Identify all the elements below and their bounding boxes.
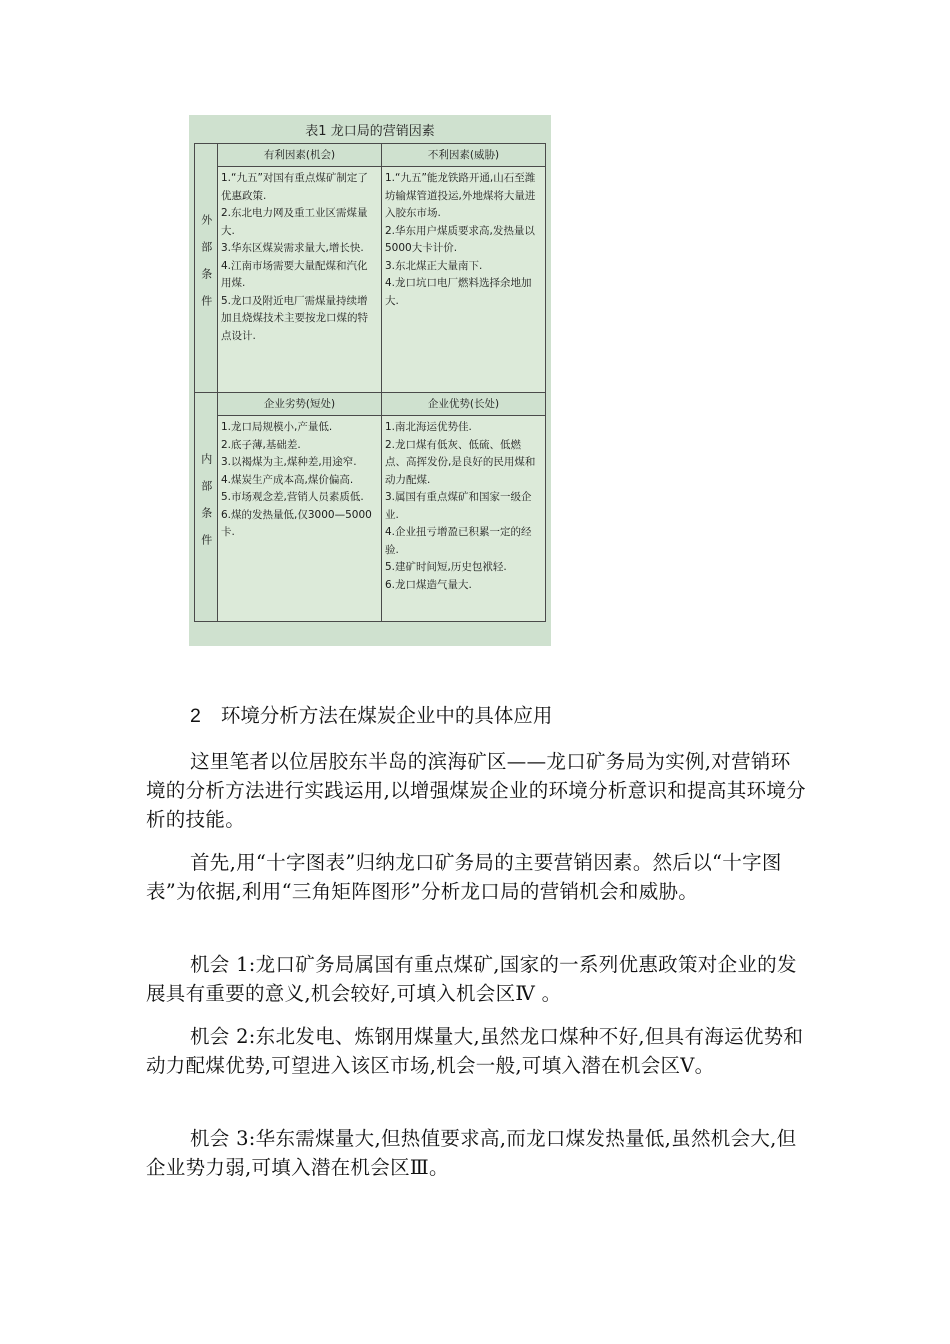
paragraph: 首先,用“十字图表”归纳龙口矿务局的主要营销因素。然后以“十字图表”为依据,利用“三角矩阵图形”分析龙口局的营销机会和威胁。 xyxy=(146,851,782,903)
list-item: 1.南北海运优势佳. xyxy=(385,421,472,433)
marketing-factors-figure xyxy=(189,115,551,646)
list-item: 1.“九五”对国有重点煤矿制定了优惠政策. xyxy=(221,172,368,202)
unfavorable-factors-header: 不利因素(威胁) xyxy=(382,144,546,167)
list-item: 5.龙口及附近电厂需煤量持续增加且烧煤技术主要按龙口煤的特点设计. xyxy=(221,294,368,342)
list-item: 2.龙口煤有低灰、低硫、低燃点、高挥发份,是良好的民用煤和动力配煤. xyxy=(385,438,536,486)
section-number: 2 xyxy=(190,705,201,727)
table-caption: 表1 龙口局的营销因素 xyxy=(305,124,435,139)
opportunities-cell xyxy=(218,167,382,393)
paragraph: 这里笔者以位居胶东半岛的滨海矿区——龙口矿务局为实例,对营销环境的分析方法进行实践运用,以增强煤炭企业的环境分析意识和提高其环境分析的技能。 xyxy=(146,750,806,831)
list-item: 4.龙口坑口电厂燃料选择余地加大. xyxy=(385,277,532,307)
list-item: 3.东北煤正大量南下. xyxy=(385,259,483,272)
list-item: 6.煤的发热量低,仅3000—5000卡. xyxy=(221,508,372,538)
external-content-row xyxy=(195,167,546,393)
paragraph-3-block xyxy=(146,950,810,1008)
list-item: 4.煤炭生产成本高,煤价偏高. xyxy=(221,473,354,486)
list-item: 2.华东用户煤质要求高,发热量以5000大卡计价. xyxy=(385,224,535,254)
list-item: 3.属国有重点煤矿和国家一级企业. xyxy=(385,491,532,521)
paragraph: 机会 1:龙口矿务局属国有重点煤矿,国家的一系列优惠政策对企业的发展具有重要的意义,机会较好,可填入机会区Ⅳ 。 xyxy=(146,953,797,1005)
list-item: 3.以褐煤为主,煤种差,用途窄. xyxy=(221,456,357,468)
list-item: 5.市场观念差,营销人员素质低. xyxy=(221,491,364,503)
section-heading xyxy=(190,701,552,731)
list-item: 1.“九五”能龙铁路开通,山石至潍坊输煤管道投运,外地煤将大量进入胶东市场. xyxy=(385,172,536,219)
list-item: 4.企业扭亏增盈已积累一定的经验. xyxy=(385,526,532,556)
internal-side-label: 内部条件 xyxy=(195,393,218,622)
internal-content-row xyxy=(195,416,546,622)
paragraph-2-block xyxy=(146,848,810,906)
internal-header-row xyxy=(195,393,546,416)
paragraph: 机会 2:东北发电、炼钢用煤量大,虽然龙口煤种不好,但具有海运优势和动力配煤优势,可望进入该区市场,机会一般,可填入潜在机会区Ⅴ。 xyxy=(146,1025,804,1077)
external-side-label: 外部条件 xyxy=(195,144,218,393)
list-item: 1.龙口局规模小,产量低. xyxy=(221,421,333,433)
favorable-factors-header: 有利因素(机会) xyxy=(218,144,382,167)
list-item: 5.建矿时间短,历史包袱轻. xyxy=(385,561,507,573)
external-header-row xyxy=(195,144,546,167)
weaknesses-cell xyxy=(218,416,382,622)
paragraph-4-block xyxy=(146,1022,810,1080)
marketing-factors-table xyxy=(194,143,546,622)
paragraph: 机会 3:华东需煤量大,但热值要求高,而龙口煤发热量低,虽然机会大,但企业势力弱,可填入潜在机会区Ⅲ。 xyxy=(146,1127,797,1179)
paragraph-5-block xyxy=(146,1124,810,1182)
list-item: 6.龙口煤造气量大. xyxy=(385,578,472,591)
strengths-header: 企业优势(长处) xyxy=(382,393,546,416)
threats-cell xyxy=(382,167,546,393)
list-item: 2.底子薄,基础差. xyxy=(221,438,301,451)
weaknesses-header: 企业劣势(短处) xyxy=(218,393,382,416)
list-item: 2.东北电力网及重工业区需煤量大. xyxy=(221,207,368,237)
list-item: 3.华东区煤炭需求量大,增长快. xyxy=(221,242,364,254)
list-item: 4.江南市场需要大量配煤和汽化用煤. xyxy=(221,259,368,289)
strengths-cell xyxy=(382,416,546,622)
paragraph-1-block xyxy=(146,747,810,834)
section-title: 环境分析方法在煤炭企业中的具体应用 xyxy=(220,704,553,727)
